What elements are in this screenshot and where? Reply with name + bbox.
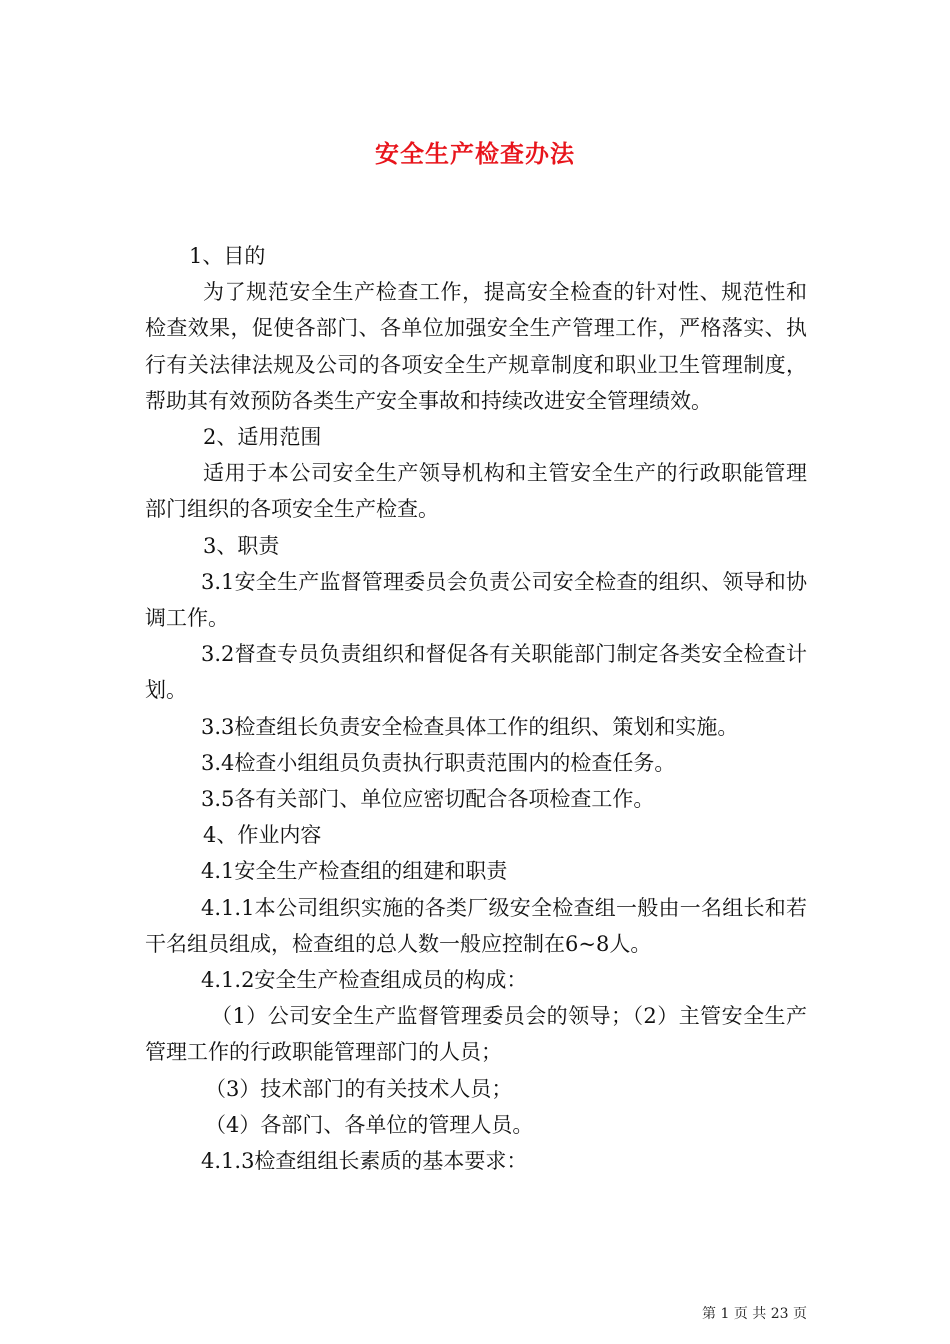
clause-3-4: 3.4检查小组组员负责执行职责范围内的检查任务。 (201, 750, 676, 775)
clause-4-1: 4.1安全生产检查组的组建和职责 (201, 859, 508, 884)
clause-3-1: 3.1安全生产监督管理委员会负责公司安全检查的组织、领导和协调工作。 (145, 569, 807, 631)
paragraph-purpose: 为了规范安全生产检查工作，提高安全检查的针对性、规范性和检查效果，促使各部门、各单位加强安全生产管理工作，严格落实、执行有关法律法规及公司的各项安全生产规章制度和职业卫生管理制度，帮助其有效预防各类生产安全事故和持续改进安全管理绩效。 (145, 280, 807, 413)
clause-4-1-2: 4.1.2安全生产检查组成员的构成： (201, 968, 528, 993)
clause-3-5: 3.5各有关部门、单位应密切配合各项检查工作。 (201, 787, 655, 812)
list-item-4: （4）各部门、各单位的管理人员。 (205, 1112, 534, 1137)
section-heading-responsibilities: 3、职责 (203, 533, 280, 558)
list-item-3: （3）技术部门的有关技术人员； (205, 1076, 513, 1101)
page-number: 第 1 页 共 23 页 (702, 1306, 807, 1322)
clause-3-2: 3.2督查专员负责组织和督促各有关职能部门制定各类安全检查计划。 (145, 642, 807, 703)
clause-4-1-3: 4.1.3检查组组长素质的基本要求： (201, 1149, 528, 1174)
clause-3-3: 3.3检查组长负责安全检查具体工作的组织、策划和实施。 (201, 714, 739, 739)
document-title: 安全生产检查办法 (375, 139, 575, 168)
section-heading-work-content: 4、作业内容 (203, 823, 322, 848)
paragraph-scope: 适用于本公司安全生产领导机构和主管安全生产的行政职能管理部门组织的各项安全生产检查。 (145, 461, 807, 522)
document-body (145, 238, 807, 1179)
section-heading-purpose: 1、目的 (189, 244, 266, 268)
list-item-1-2: （1）公司安全生产监督管理委员会的领导；（2）主管安全生产管理工作的行政职能管理部门的人员； (145, 1004, 807, 1065)
section-heading-scope: 2、适用范围 (203, 425, 322, 450)
clause-4-1-1: 4.1.1本公司组织实施的各类厂级安全检查组一般由一名组长和若干名组员组成，检查组的总人数一般应控制在6~8人。 (145, 895, 807, 956)
